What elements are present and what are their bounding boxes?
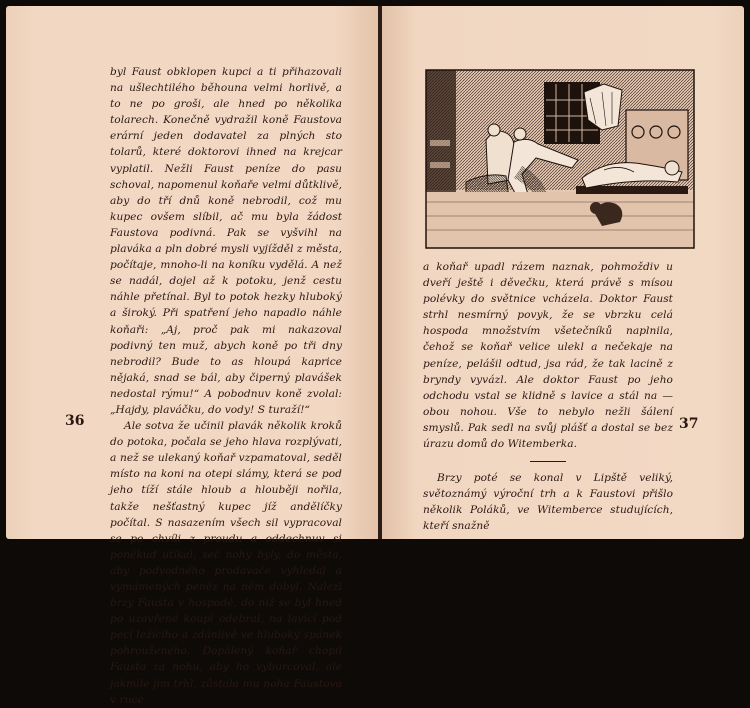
page-number: 37 (679, 416, 699, 432)
paragraph: Brzy poté se konal v Lipště veliký, světoznámý výroční trh a k Faustovi přišlo několik Poláků, ve Witemberce studujících, kteří snažně (423, 472, 673, 533)
paragraph: byl Faust obklopen kupci a ti přihazovali na ušlechtilého běhouna velmi horlivě, a to ne po groši, ale hned po několika tolarech. Konečně vydražil koně Faustova erární jeden dodavatel za plných sto tolarů, které doktorovi ihned na krejcar vyplatil. Nežli Faust peníze do pasu schoval, napomenul koňaře velmi důtklivě, aby do tří dnů koně nebrodil, což mu kupec ovšem slíbil, ač mu byla žádost Faustova podivná. Pak se vyšvihl na plaváka a pln dobré mysli vyjížděl z města, počítaje, mnoho-li na koníku vydělá. A než se nadál, dojel až k potoku, jenž cestu náhle přetínal. Byl to potok hezky hluboký a široký. Při spatření jeho napadlo náhle koňaři: „Aj, proč pak mi nakazoval podivný ten muž, abych koně po tři dny nebrodil? Bude to as hloupá kaprice nějaká, snad se bál, aby čiperný plavášek nedostal rýmu!“ A pobodnuv koně zvolal: „Hajdy, plaváčku, do vody! S turaží!“ (110, 66, 343, 416)
paragraph: Ale sotva že učinil plavák několik kroků do potoka, počala se jeho hlava rozplývati, a než se ulekaný koňař vzpamatoval, seděl místo na koni na otepi slámy, která se pod jeho tíží stále hloub a hlouběji nořila, takže nešťastný kupec jíž andělíčky počítal. S nasazením všech sil vypracoval se po chvíli z proudu a oddechnuv si poněkud utíkal, seč nohy byly, do města, aby podvodného prodavače vyhledal a vymámených peněz na něm dobyl. Nalezl brzy Fausta v hospodě, do níž se byl hned po uzavřené koupi odebral, na lavici pod pecí ležícího a zdánlivě ve hluboký spánek pohrouženého. Dopálený koňař chopil Fausta za nohu, aby ho vyburcoval, ale jakmile jím trhl, zůstala mu noha Faustova v ruce (110, 420, 342, 706)
page-number: 36 (65, 413, 85, 429)
book-spread (6, 6, 744, 706)
right-page-text (423, 259, 673, 535)
right-page (382, 6, 744, 539)
left-page-text (110, 64, 342, 708)
left-page (6, 6, 378, 706)
paragraph: a koňař upadl rázem naznak, pohmoždiv u dveří ještě i děvečku, která právě s mísou polévky do světnice vcházela. Doktor Faust strhl nesmírný povyk, že se vbrzku celá hospoda množstvím všetečníků naplnila, čehož se koňař velice ulekl a nečekaje na peníze, pelášil odtud, jsa rád, že tak lacině z bryndy vyvázl. Ale doktor Faust po jeho odchodu vstal se klidně s lavice a stál na — obou nohou. Vše to nebylo nežli šálení smyslů. Pak sedl na svůj plášť a dostal se bez úrazu domů do Witemberka. (423, 261, 673, 451)
section-divider (530, 461, 566, 462)
tavern-illustration (426, 70, 694, 248)
